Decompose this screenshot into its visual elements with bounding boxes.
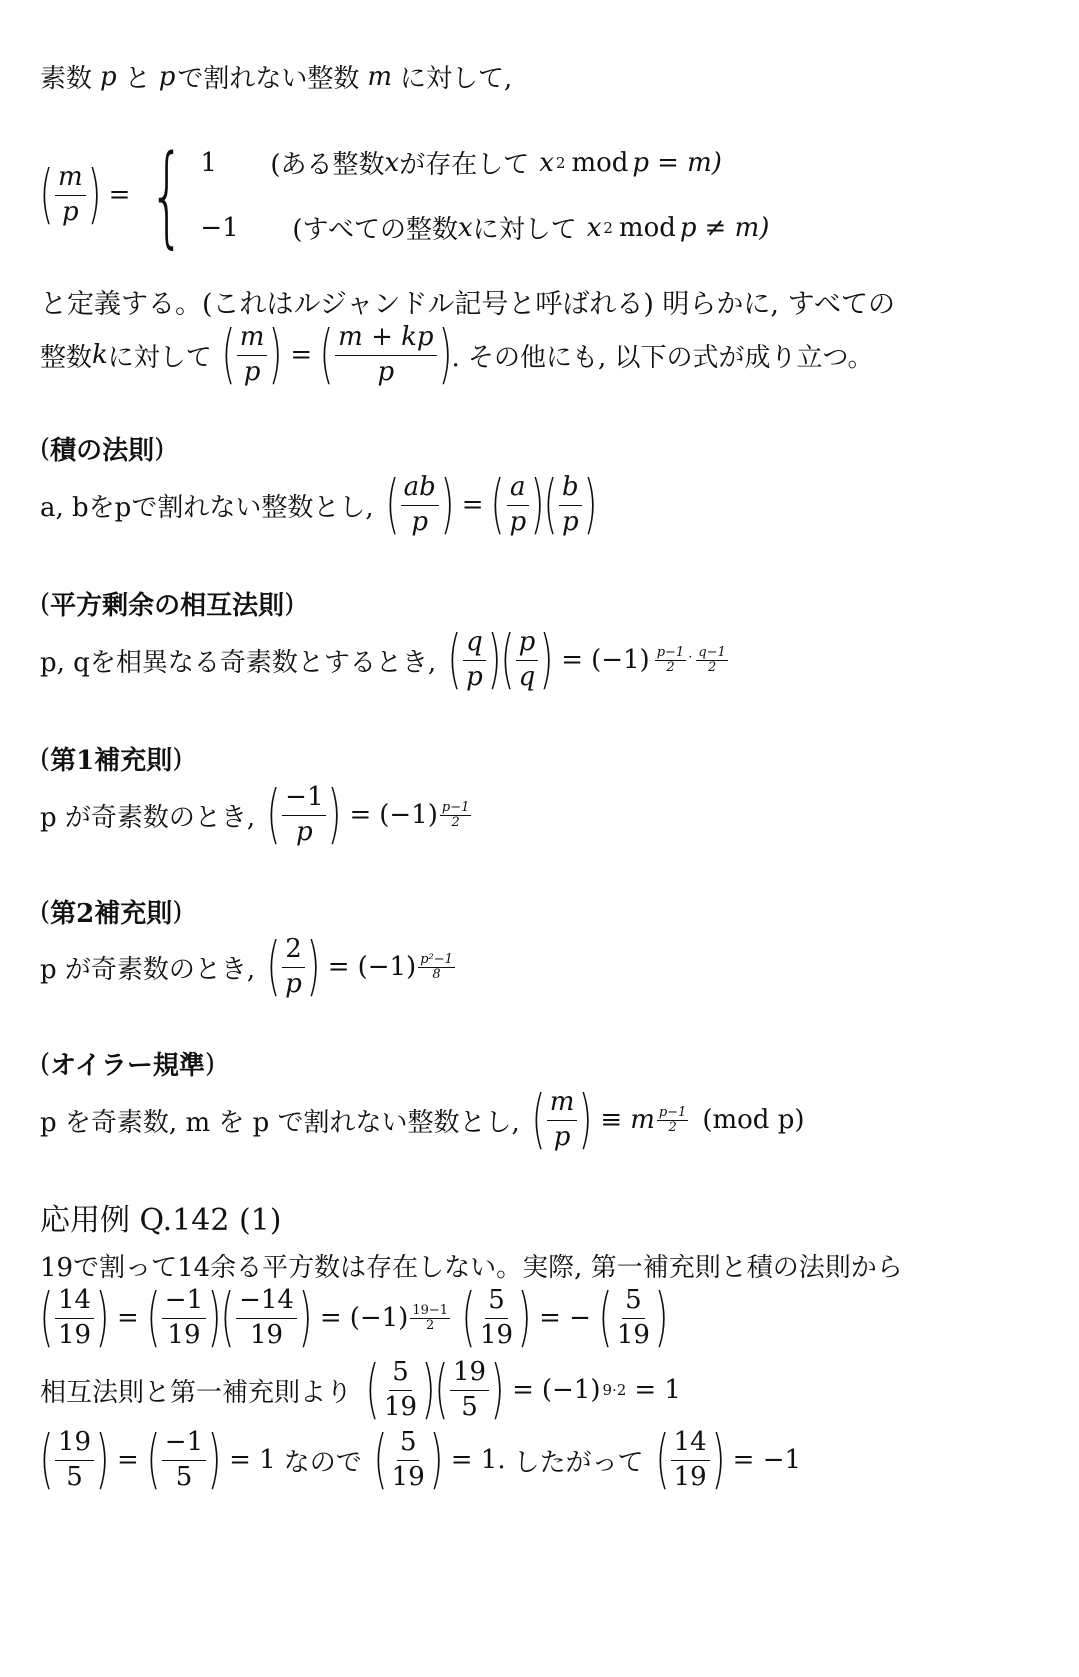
product-rule-line: a, bをpで割れない整数とし, ( $\frac{ab}{p}$ ) = ( $\frac{a}{p}$ ) ( $\frac{b}{p}$ ) bbox=[40, 468, 598, 542]
legendre-m-plus-kp: $\frac{m + kp}{p}$ bbox=[335, 323, 436, 388]
product-rule-heading: ( 積の法則 ) bbox=[40, 433, 165, 466]
supplement1-heading: ( 第1補充則 ) bbox=[40, 743, 183, 776]
example-line-1: 19で割って14余る平方数は存在しない。実際, 第一補充則と積の法則から bbox=[40, 1253, 903, 1283]
cases bbox=[200, 144, 769, 246]
supplement1-line: p が奇素数のとき, ( $\frac{-1}{p}$ ) = (−1) $\frac{p-1}{2}$ bbox=[40, 778, 470, 852]
explain-line-2: 整数 k に対して ( $\frac{m}{p}$ ) = ( $\frac{m + kp}{p}$ ) . その他にも, 以下の式が成り立つ。 bbox=[40, 318, 874, 392]
example-line-2: ( $\frac{14}{19}$ ) = ( $\frac{-1}{19}$ ) ( $\frac{-14}{19}$ ) = (−1) $\frac{19-1}{2}$ ( $\frac{5}{19}$ ) = − ( $\frac{5}{19}$ ) bbox=[39, 1281, 669, 1355]
intro-text-3: で割れない整数 bbox=[177, 64, 360, 94]
euler-line: p を奇素数, m を p で割れない整数とし, ( $\frac{m}{p}$ ) ≡ m $\frac{p-1}{2}$ (mod p) bbox=[40, 1083, 805, 1157]
paren-left: ( bbox=[39, 158, 54, 232]
intro-p: p bbox=[100, 61, 117, 92]
definition-block: ( $\frac{m}{p}$ ) = { 1 (ある整数 x が存在して x 2 mod p = m) −1 (すべての整数 x に対して x 2 mod p ≠ m) bbox=[39, 131, 770, 259]
example-line-4: ( $\frac{19}{5}$ ) = ( $\frac{-1}{5}$ ) = 1 なので ( $\frac{5}{19}$ ) = 1. したがって ( $\frac{14}{19}$ ) = −1 bbox=[39, 1423, 802, 1497]
cases-brace: { bbox=[149, 131, 185, 259]
example-title: 応用例 Q.142 (1) bbox=[40, 1203, 282, 1238]
euler-heading: ( オイラー規準 ) bbox=[40, 1048, 216, 1081]
intro-p2: p bbox=[158, 61, 176, 92]
intro-line bbox=[40, 58, 1059, 95]
reciprocity-heading: ( 平方剰余の相互法則 ) bbox=[40, 588, 295, 621]
paren-right: ) bbox=[87, 158, 101, 232]
case-2: −1 (すべての整数 x に対して x 2 mod p ≠ m) bbox=[200, 212, 770, 245]
explain-line-1: と定義する。(これはルジャンドル記号と呼ばれる) 明らかに, すべての bbox=[40, 289, 896, 320]
reciprocity-line: p, qを相異なる奇素数とするとき, ( $\frac{q}{p}$ ) ( $\frac{p}{q}$ ) = (−1) $\frac{p-1}{2}$ · $\frac{q-1}{2}$ bbox=[40, 623, 726, 697]
case-1: 1 (ある整数 x が存在して x 2 mod p = m) bbox=[200, 147, 722, 180]
legendre-m-p: $\frac{m}{p}$ bbox=[55, 163, 86, 228]
supplement2-heading: ( 第2補充則 ) bbox=[40, 896, 183, 929]
intro-text-2: と bbox=[124, 64, 151, 94]
supplement2-line: p が奇素数のとき, ( $\frac{2}{p}$ ) = (−1) $\frac{\text{p²−1}}{8}$ bbox=[40, 930, 453, 1004]
intro-m: m bbox=[367, 61, 393, 92]
example-line-3: 相互法則と第一補充則より ( $\frac{5}{19}$ ) ( $\frac{19}{5}$ ) = (−1) 9·2 = 1 bbox=[40, 1353, 681, 1427]
intro-text-4: に対して, bbox=[400, 64, 513, 94]
intro-text-1: 素数 bbox=[40, 64, 93, 94]
reciprocity-exponent: $\frac{p-1}{2}$ · $\frac{q-1}{2}$ bbox=[656, 644, 726, 675]
